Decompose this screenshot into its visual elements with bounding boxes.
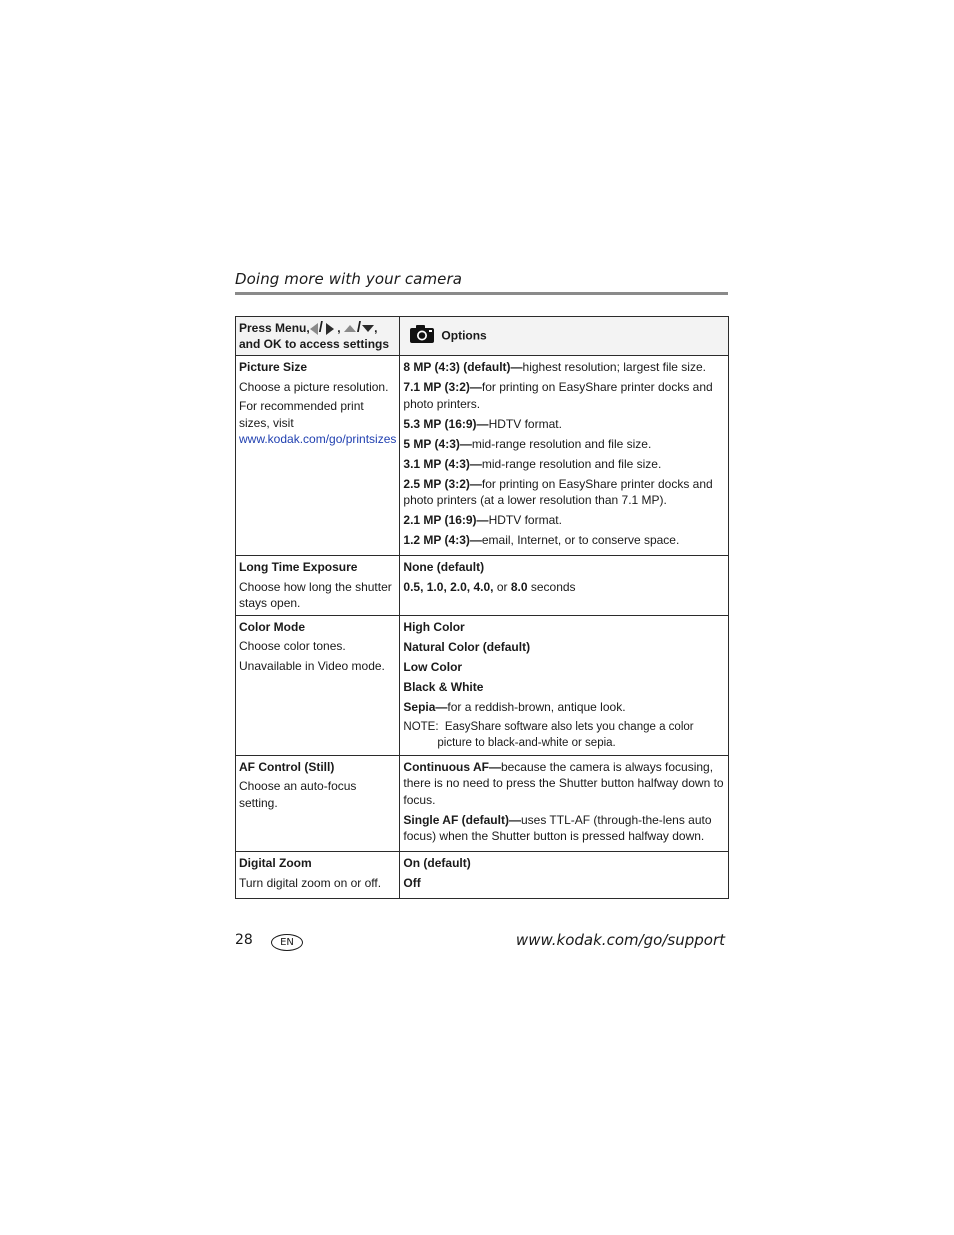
setting-desc: Choose how long the shutter stays open.: [239, 579, 392, 610]
setting-name: Color Mode: [239, 619, 305, 634]
option-item: None (default): [403, 560, 485, 574]
header-options: [400, 317, 729, 356]
support-url[interactable]: www.kodak.com/go/support: [515, 931, 725, 949]
option-item: 0.5, 1.0, 2.0, 4.0, or 8.0 seconds: [403, 580, 576, 594]
setting-cell: [236, 852, 400, 899]
option-item: 8 MP (4:3) (default)—highest resolution; largest file size.: [403, 360, 706, 374]
table-row: [236, 755, 729, 852]
table-row: [236, 556, 729, 616]
down-arrow-icon: [362, 325, 374, 332]
comma-separator: ,: [337, 321, 341, 335]
options-label: Options: [441, 328, 487, 343]
option-item: Low Color: [403, 659, 463, 674]
settings-table: [235, 316, 729, 899]
option-item: Black & White: [403, 679, 484, 694]
setting-name: Digital Zoom: [239, 856, 312, 870]
setting-cell: [236, 356, 400, 556]
option-item: On (default): [403, 856, 471, 870]
options-cell: [400, 852, 729, 899]
camera-icon: [409, 324, 435, 349]
option-item: 2.5 MP (3:2)—for printing on EasyShare printer docks and photo printers (at a lower resolution than 7.1 MP).: [403, 476, 713, 507]
table-row: [236, 615, 729, 755]
setting-cell: [236, 755, 400, 852]
option-item: Single AF (default)—uses TTL-AF (through-the-lens auto focus) when the Shutter button is pressed halfway down.: [403, 812, 712, 843]
option-item: 3.1 MP (4:3)—mid-range resolution and file size.: [403, 456, 662, 471]
option-item: 5.3 MP (16:9)—HDTV format.: [403, 416, 562, 431]
language-badge: EN: [271, 934, 303, 951]
table-header-row: [236, 317, 729, 356]
right-arrow-icon: [326, 323, 334, 335]
comma-separator: ,: [374, 321, 378, 335]
slash-separator: /: [318, 319, 323, 336]
option-item: 1.2 MP (4:3)—email, Internet, or to conserve space.: [403, 533, 680, 547]
ok-access-label: and OK to access settings: [239, 337, 390, 351]
option-item: Sepia—for a reddish-brown, antique look.: [403, 699, 626, 714]
options-cell: [400, 615, 729, 755]
press-menu-label: Press Menu,: [239, 321, 310, 335]
header-rule: [235, 292, 728, 295]
setting-name: AF Control (Still): [239, 759, 335, 774]
options-cell: [400, 356, 729, 556]
section-title: Doing more with your camera: [235, 270, 463, 288]
options-cell: [400, 556, 729, 616]
setting-desc: Choose color tones.: [239, 639, 346, 653]
setting-desc: Turn digital zoom on or off.: [239, 875, 382, 890]
setting-name: Picture Size: [239, 360, 308, 374]
option-item: Natural Color (default): [403, 639, 531, 654]
left-arrow-icon: [310, 323, 318, 335]
setting-desc: Choose a picture resolution.: [239, 379, 389, 394]
slash-separator: /: [356, 319, 362, 336]
setting-desc: For recommended print sizes, visit: [239, 399, 364, 430]
setting-cell: [236, 556, 400, 616]
option-item: Off: [403, 876, 421, 890]
table-row: [236, 852, 729, 899]
options-cell: [400, 755, 729, 852]
note-text: NOTE: EasyShare software also lets you change a color picture to black-and-white or sepia.: [403, 720, 694, 749]
printsizes-link[interactable]: www.kodak.com/go/printsizes: [239, 432, 397, 446]
header-press-menu: [236, 317, 400, 356]
table-row: [236, 356, 729, 556]
setting-name: Long Time Exposure: [239, 560, 358, 574]
setting-cell: [236, 615, 400, 755]
setting-desc: Choose an auto-focus setting.: [239, 779, 357, 810]
page-number: 28: [235, 932, 253, 948]
option-item: 5 MP (4:3)—mid-range resolution and file size.: [403, 436, 652, 451]
up-arrow-icon: [344, 325, 356, 332]
option-item: 7.1 MP (3:2)—for printing on EasyShare printer docks and photo printers.: [403, 380, 713, 411]
option-item: High Color: [403, 619, 465, 634]
option-item: 2.1 MP (16:9)—HDTV format.: [403, 513, 562, 527]
setting-desc: Unavailable in Video mode.: [239, 658, 385, 673]
option-item: Continuous AF—because the camera is always focusing, there is no need to press the Shutter button halfway down to focus.: [403, 759, 724, 807]
